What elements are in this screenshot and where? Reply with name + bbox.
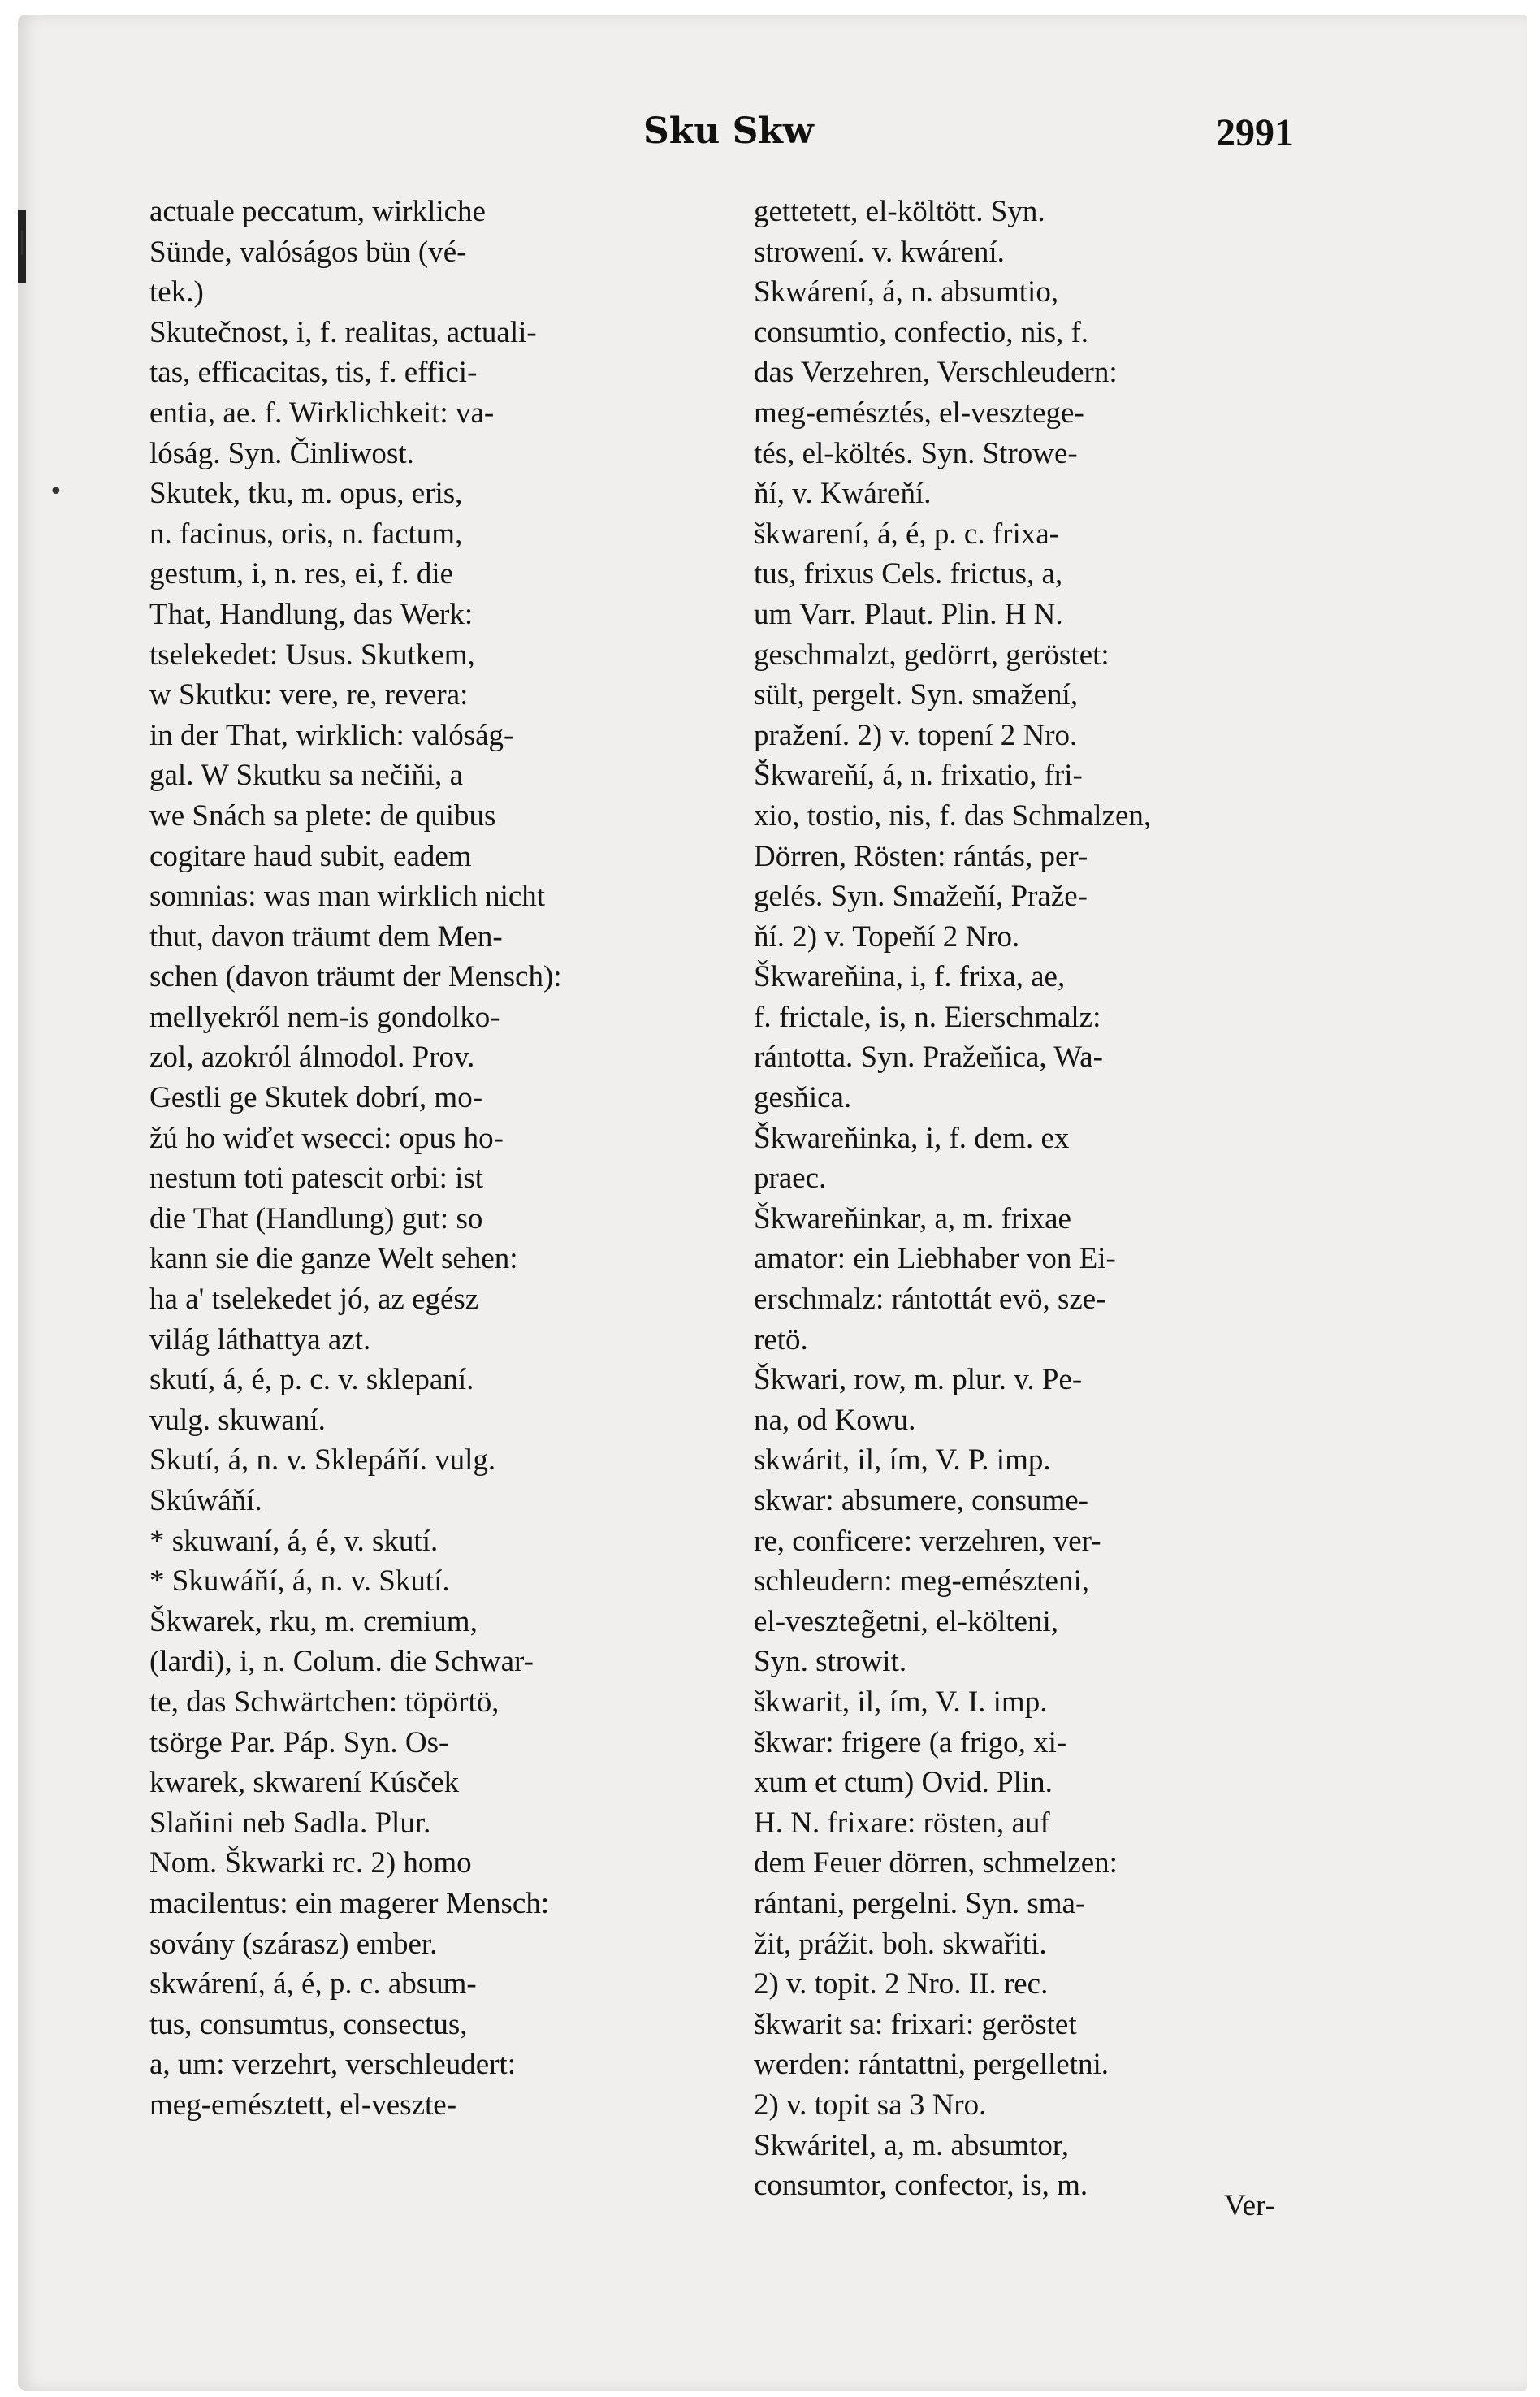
right-column-line: Dörren, Rösten: rántás, per-	[754, 839, 1088, 873]
right-column-line: Skwárení, á, n. absumtio,	[754, 275, 1059, 309]
right-column-line: consumtor, confector, is, m.	[754, 2169, 1088, 2203]
left-column-line: nestum toti patescit orbi: ist	[149, 1162, 484, 1196]
right-column-line: Škwareňinka, i, f. dem. ex	[754, 1121, 1070, 1155]
left-column-line: cogitare haud subit, eadem	[149, 839, 472, 873]
left-column-line: * Skuwáňí, á, n. v. Skutí.	[149, 1564, 450, 1599]
page-header	[18, 110, 1527, 159]
right-column-line: na, od Kowu.	[754, 1403, 916, 1437]
left-column-line: Nom. Škwarki rc. 2) homo	[149, 1846, 472, 1880]
right-column-line: škwarit, il, ím, V. I. imp.	[754, 1685, 1048, 1719]
left-column-line: meg-emésztett, el-veszte-	[149, 2088, 457, 2122]
left-column-line: thut, davon träumt dem Men-	[149, 919, 503, 954]
right-column-line: dem Feuer dörren, schmelzen:	[754, 1846, 1118, 1880]
right-column-line: el-veszteg̃etni, el-költeni,	[754, 1604, 1058, 1638]
right-column-line: gettetett, el-költött. Syn.	[754, 195, 1045, 228]
page-number: 2991	[1216, 111, 1294, 154]
left-column-line: zol, azokról álmodol. Prov.	[149, 1041, 475, 1075]
right-column-line: gelés. Syn. Smažeňí, Praže-	[754, 880, 1088, 914]
left-column-line: macilentus: ein magerer Mensch:	[149, 1886, 550, 1920]
left-column-line: Skutí, á, n. v. Sklepáňí. vulg.	[149, 1443, 496, 1478]
right-column-line: um Varr. Plaut. Plin. H N.	[754, 597, 1063, 631]
left-column-line: tselekedet: Usus. Skutkem,	[149, 638, 475, 672]
right-column-line: škwarit sa: frixari: geröstet	[754, 2007, 1077, 2041]
right-column-line: rántani, pergelni. Syn. sma-	[754, 1886, 1086, 1920]
catchword: Ver-	[1224, 2189, 1275, 2222]
margin-mark: |	[18, 227, 27, 256]
left-column-line: we Snách sa plete: de quibus	[149, 798, 496, 833]
right-column-line: Škwareňina, i, f. frixa, ae,	[754, 960, 1066, 994]
right-column-line: škwar: frigere (a frigo, xi-	[754, 1725, 1067, 1759]
left-column-line: žú ho wiďet wsecci: opus ho-	[149, 1121, 504, 1155]
left-column-line: Škwarek, rku, m. cremium,	[149, 1604, 478, 1638]
right-column-line: re, conficere: verzehren, ver-	[754, 1524, 1101, 1558]
left-column-line: tas, efficacitas, tis, f. effici-	[149, 356, 478, 390]
left-column-line: Slaňini neb Sadla. Plur.	[149, 1806, 431, 1840]
right-column-line: werden: rántattni, pergelletni.	[754, 2048, 1109, 2082]
left-column-line: That, Handlung, das Werk:	[149, 597, 474, 631]
left-column-line: sovány (szárasz) ember.	[149, 1927, 438, 1961]
right-column-line: ňí. 2) v. Topeňí 2 Nro.	[754, 919, 1020, 954]
margin-bullet: •	[49, 478, 63, 506]
left-column-line: Skúwáňí.	[149, 1484, 262, 1517]
left-column-line: Sünde, valóságos bün (vé-	[149, 235, 467, 269]
right-column-line: gesňica.	[754, 1081, 852, 1115]
right-column-line: tus, frixus Cels. frictus, a,	[754, 557, 1063, 591]
left-column-line: tek.)	[149, 275, 204, 309]
left-column-line: kwarek, skwarení Kúsček	[149, 1766, 460, 1800]
right-column-line: meg-emésztés, el-vesztege-	[754, 396, 1084, 430]
right-column-line: H. N. frixare: rösten, auf	[754, 1806, 1050, 1840]
left-column-line: gestum, i, n. res, ei, f. die	[149, 557, 454, 591]
left-column-line: Skutek, tku, m. opus, eris,	[149, 477, 463, 511]
left-column-line: lóság. Syn. Činliwost.	[149, 436, 414, 470]
right-column-line: Škwareňinkar, a, m. frixae	[754, 1201, 1071, 1235]
right-column-line: strowení. v. kwárení.	[754, 235, 1005, 269]
left-column-line: skutí, á, é, p. c. v. sklepaní.	[149, 1363, 474, 1397]
right-column-line: Skwáritel, a, m. absumtor,	[754, 2128, 1069, 2162]
right-column-line: consumtio, confectio, nis, f.	[754, 315, 1089, 349]
left-column-line: skwárení, á, é, p. c. absum-	[149, 1967, 477, 2001]
left-column-line: gal. W Skutku sa nečiňi, a	[149, 759, 464, 793]
left-column-line: in der That, wirklich: valóság-	[149, 718, 514, 752]
left-column-line: die That (Handlung) gut: so	[149, 1201, 483, 1235]
right-column-line: tés, el-költés. Syn. Strowe-	[754, 436, 1078, 470]
right-column-line: sült, pergelt. Syn. smažení,	[754, 678, 1079, 712]
left-column-line: (lardi), i, n. Colum. die Schwar-	[149, 1645, 534, 1679]
left-column-line: somnias: was man wirklich nicht	[149, 880, 546, 914]
right-column-line: skwar: absumere, consume-	[754, 1484, 1089, 1517]
right-column-line: Škwari, row, m. plur. v. Pe-	[754, 1363, 1083, 1397]
right-column-line: f. frictale, is, n. Eierschmalz:	[754, 1000, 1101, 1034]
right-column-line: retö.	[754, 1322, 808, 1356]
left-column-line: * skuwaní, á, é, v. skutí.	[149, 1524, 439, 1558]
right-column-line: xio, tostio, nis, f. das Schmalzen,	[754, 798, 1152, 833]
left-column-line: Skutečnost, i, f. realitas, actuali-	[149, 315, 537, 349]
left-column-line: n. facinus, oris, n. factum,	[149, 517, 463, 551]
right-column-line: pražení. 2) v. topení 2 Nro.	[754, 718, 1078, 752]
right-column-line: amator: ein Liebhaber von Ei-	[754, 1242, 1116, 1276]
right-column-line: das Verzehren, Verschleudern:	[754, 356, 1118, 390]
right-column-line: skwárit, il, ím, V. P. imp.	[754, 1443, 1051, 1478]
right-column-line: Škwareňí, á, n. frixatio, fri-	[754, 759, 1083, 793]
left-column	[149, 192, 734, 2126]
left-column-line: vulg. skuwaní.	[149, 1403, 326, 1437]
right-column	[754, 192, 1339, 2206]
running-head: Sku Skw	[643, 110, 814, 152]
left-column-line: ha a' tselekedet jó, az egész	[149, 1283, 479, 1317]
right-column-line: geschmalzt, gedörrt, geröstet:	[754, 638, 1110, 672]
book-page	[18, 15, 1527, 2391]
left-column-line: kann sie die ganze Welt sehen:	[149, 1242, 518, 1276]
right-column-line: 2) v. topit sa 3 Nro.	[754, 2088, 987, 2122]
left-column-line: tsörge Par. Páp. Syn. Os-	[149, 1725, 449, 1759]
right-column-line: Syn. strowit.	[754, 1645, 907, 1679]
left-column-line: w Skutku: vere, re, revera:	[149, 678, 469, 712]
left-column-line: tus, consumtus, consectus,	[149, 2007, 468, 2041]
right-column-line: ňí, v. Kwáreňí.	[754, 477, 932, 511]
left-column-line: entia, ae. f. Wirklichkeit: va-	[149, 396, 495, 430]
left-column-line: Gestli ge Skutek dobrí, mo-	[149, 1081, 483, 1115]
left-column-line: mellyekről nem-is gondolko-	[149, 1000, 500, 1034]
right-column-line: xum et ctum) Ovid. Plin.	[754, 1766, 1053, 1800]
left-column-line: actuale peccatum, wirkliche	[149, 195, 486, 228]
right-column-line: žit, prážit. boh. skwařiti.	[754, 1927, 1047, 1961]
right-column-line: rántotta. Syn. Pražeňica, Wa-	[754, 1041, 1103, 1075]
right-column-line: schleudern: meg-emészteni,	[754, 1564, 1089, 1599]
right-column-line: praec.	[754, 1162, 827, 1196]
left-column-line: schen (davon träumt der Mensch):	[149, 960, 562, 994]
left-column-line: a, um: verzehrt, verschleudert:	[149, 2048, 516, 2082]
left-column-line: világ láthattya azt.	[149, 1322, 371, 1356]
right-column-line: 2) v. topit. 2 Nro. II. rec.	[754, 1967, 1049, 2001]
right-column-line: erschmalz: rántottát evö, sze-	[754, 1283, 1106, 1317]
left-column-line: te, das Schwärtchen: töpörtö,	[149, 1685, 500, 1719]
right-column-line: škwarení, á, é, p. c. frixa-	[754, 517, 1059, 551]
